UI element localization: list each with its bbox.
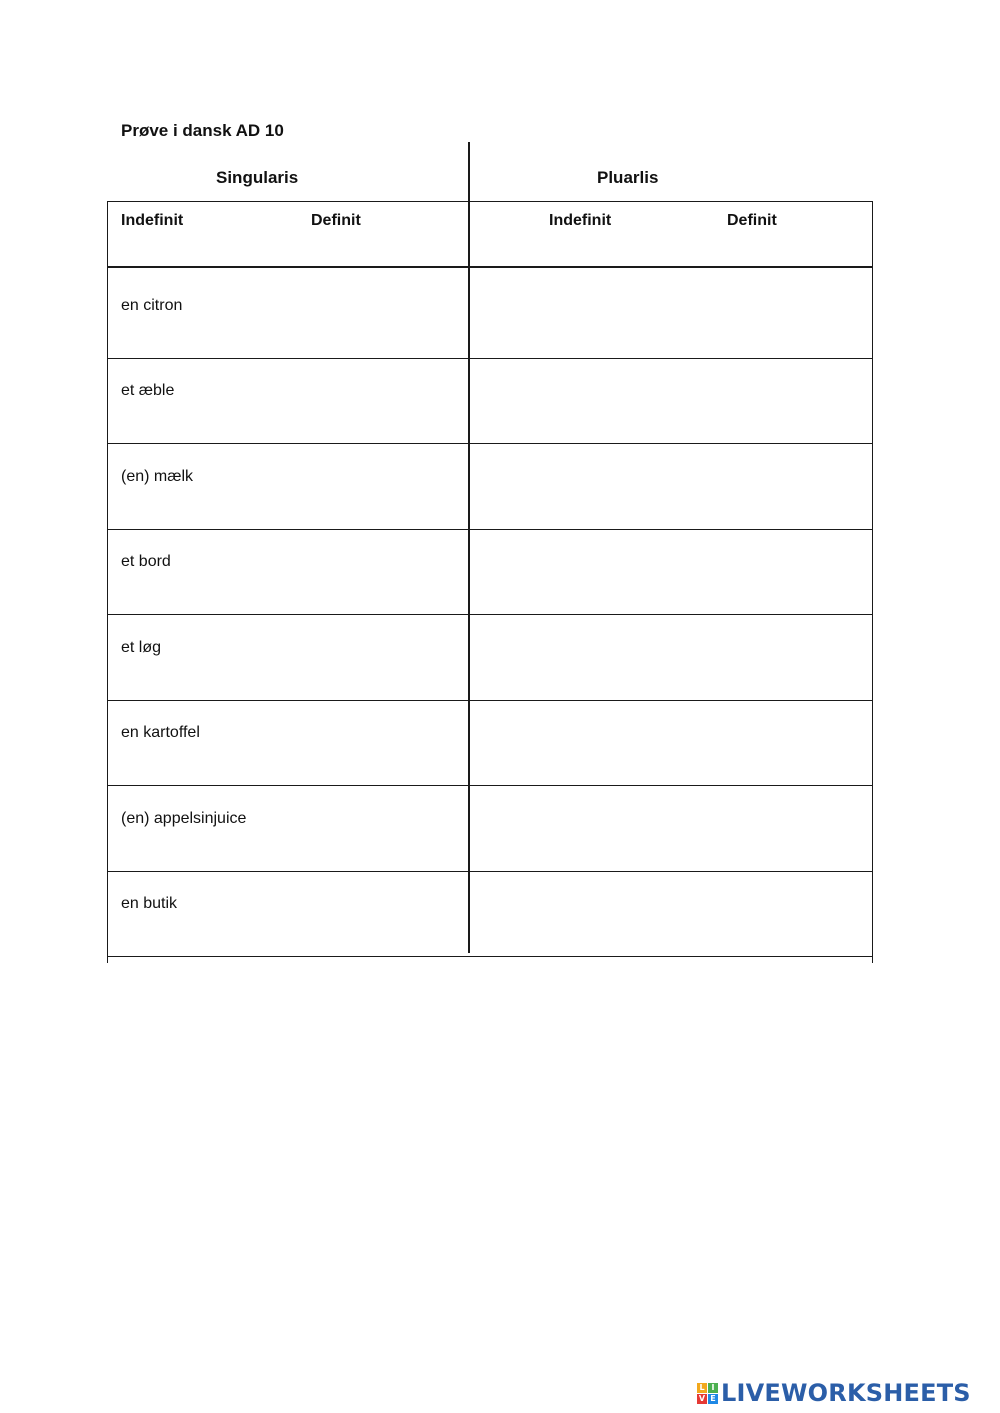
- row-divider: [108, 700, 872, 701]
- plural-indefinite-header: Indefinit: [549, 212, 612, 229]
- logo-text: LIVEWORKSHEETS: [721, 1379, 971, 1407]
- table-row-word: (en) mælk: [121, 468, 194, 485]
- logo-letter: L: [697, 1383, 707, 1393]
- table-bottom-border: [108, 956, 873, 957]
- plural-heading: Pluarlis: [597, 168, 659, 187]
- liveworksheets-logo: [697, 1378, 971, 1408]
- table-row-word: en citron: [121, 297, 183, 314]
- table-row-word: en butik: [121, 895, 178, 912]
- table-left-border: [107, 201, 108, 963]
- logo-mark-icon: [697, 1383, 718, 1404]
- row-divider: [108, 614, 872, 615]
- header-bottom-border: [108, 266, 873, 268]
- table-row-word: et bord: [121, 553, 171, 570]
- row-divider: [108, 443, 872, 444]
- table-row-word: et løg: [121, 639, 162, 656]
- table-row-word: et æble: [121, 382, 175, 399]
- plural-definite-header: Definit: [727, 212, 777, 229]
- row-divider: [108, 529, 872, 530]
- row-divider: [108, 358, 872, 359]
- row-divider: [108, 871, 872, 872]
- logo-letter: I: [708, 1383, 718, 1393]
- row-divider: [108, 785, 872, 786]
- singular-indefinite-header: Indefinit: [121, 212, 184, 229]
- logo-letter: V: [698, 1393, 706, 1403]
- singular-definite-header: Definit: [311, 212, 361, 229]
- table-row-word: en kartoffel: [121, 724, 200, 741]
- logo-letter: E: [708, 1394, 718, 1404]
- table-right-border: [872, 201, 873, 963]
- table-top-border: [108, 201, 873, 202]
- table-row-word: (en) appelsinjuice: [121, 810, 247, 827]
- page-title: Prøve i dansk AD 10: [121, 121, 284, 140]
- singular-heading: Singularis: [216, 168, 299, 187]
- table-center-divider: [468, 142, 470, 953]
